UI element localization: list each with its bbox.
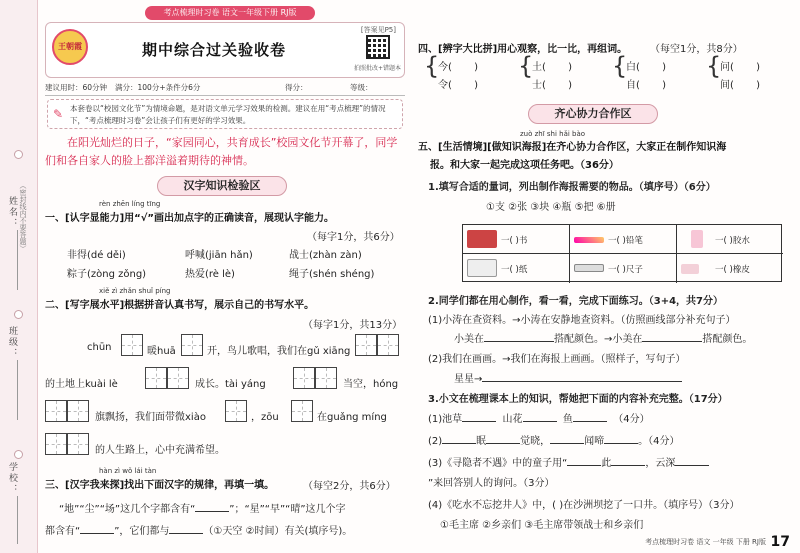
school-label: 学校： — [7, 462, 17, 495]
q1-item[interactable]: 绳子(shén shéng) — [289, 269, 375, 280]
footer-label: 考点梳理时习卷 语文 一年级 下册 RJ版 — [645, 538, 766, 546]
goods-paper — [463, 254, 570, 283]
q1-item[interactable]: 粽子(zòng zǒng) — [67, 269, 147, 280]
s3b-score: 。（4分） — [638, 436, 680, 447]
answer-blank[interactable] — [442, 434, 476, 444]
seal-note: （密封线内不要答题） — [19, 182, 27, 252]
q1-pinyin: rèn zhēn líng tīng — [99, 200, 161, 208]
goods-label[interactable]: 一( )铅笔 — [608, 236, 643, 246]
intro-text: 本套卷以“校园文化节”为情境命题，是对语文单元学习效果的检测。建议在用“考点梳理”的情况下，“考点梳理时习卷”会让孩子们有更好的学习效果。 — [70, 104, 386, 125]
q2-text: 的土地上kuài lè — [45, 379, 118, 390]
binding-hole — [14, 310, 23, 319]
binding-hole — [14, 450, 23, 459]
s3a-part: 山花 — [502, 414, 523, 425]
writing-box[interactable] — [315, 367, 337, 389]
q5-s2a: (1)小涛在查资料。→小涛在安静地查资料。（仿照画线部分补充句子） — [428, 315, 736, 326]
q2-text: 成长。tài yáng — [195, 379, 266, 390]
q2-text: 当空，hóng — [343, 379, 399, 390]
answer-blank[interactable] — [523, 412, 557, 422]
answer-blank[interactable] — [567, 456, 601, 466]
goods-pencil — [570, 225, 677, 254]
q2-pinyin: xiě zì zhǎn shuǐ píng — [99, 287, 171, 295]
section-banner-right: 齐心协力合作区 — [528, 104, 658, 124]
q4-pair[interactable]: 自( ) — [626, 80, 667, 91]
q4-pair[interactable]: 土( ) — [532, 62, 573, 73]
q5-s3a — [428, 410, 650, 425]
q3-line2: 都含有“ — [45, 526, 81, 537]
goods-book — [463, 225, 570, 254]
q3-line2c: （①天空 ②时间）有关(填序号)。 — [203, 526, 353, 537]
q3-line1: “地”“尘”“场”这几个字都含有“ — [59, 504, 196, 515]
q3-score: （每空2分，共6分） — [303, 481, 396, 492]
s2a-mid: 搭配颜色。→小美在 — [554, 334, 643, 345]
q5-s2a-line — [454, 330, 752, 345]
q3-line — [45, 522, 352, 537]
q5-pinyin: zuò zhī shi hǎi bào — [520, 130, 586, 138]
answer-blank[interactable] — [462, 412, 496, 422]
answer-blank[interactable] — [169, 524, 203, 534]
q5-s3d: (4)《吃水不忘挖井人》中，( )在沙洲坝挖了一口井。（填序号）（3分） — [428, 500, 740, 511]
s3c-part: ，云深 — [645, 458, 676, 469]
q4-pair[interactable]: 白( ) — [626, 62, 667, 73]
s2a-start: 小美在 — [454, 334, 484, 345]
binding-margin — [0, 0, 38, 553]
answer-blank[interactable] — [80, 524, 114, 534]
q2-score: （每字1分，共13分） — [303, 320, 403, 331]
s3c-part: 此 — [601, 458, 612, 469]
answer-tag: [答案见P5] — [360, 26, 396, 34]
q5-s3b — [428, 432, 680, 447]
class-label: 班级： — [7, 326, 17, 359]
intro-box — [47, 99, 403, 129]
writing-box[interactable] — [45, 433, 67, 455]
measure-options: ①支 ②张 ③块 ④瓶 ⑤把 ⑥册 — [486, 202, 616, 213]
answer-blank[interactable] — [573, 412, 607, 422]
ruler-icon — [574, 264, 604, 272]
q5-s2b-line — [454, 370, 682, 385]
q4-score: （每空1分，共8分） — [650, 44, 743, 55]
goods-glue — [677, 225, 783, 254]
q3-pinyin: hàn zì wǒ lái tàn — [99, 467, 157, 475]
s3c-part: (3)《寻隐者不遇》中的童子用“ — [428, 458, 568, 469]
s3b-part: (2) — [428, 436, 443, 447]
q3-line2b: ”，它们都与 — [114, 526, 170, 537]
answer-blank[interactable] — [482, 372, 682, 382]
q5-s3d-options[interactable]: ①毛主席 ②乡亲们 ③毛主席带领战士和乡亲们 — [440, 520, 644, 531]
q1-score: （每字1分，共6分） — [307, 232, 400, 243]
q4-pair[interactable]: 问( ) — [720, 62, 761, 73]
q2-text: 在guǎng míng — [317, 412, 387, 423]
writing-box[interactable] — [181, 334, 203, 356]
writing-box[interactable] — [225, 400, 247, 422]
brand-logo: 王朝霞 — [52, 29, 88, 65]
q5-s2: 2.同学们都在用心制作，看一看，完成下面练习。（3+4，共7分） — [428, 296, 724, 307]
q1-item[interactable]: 呼喊(jiān hǎn) — [185, 250, 253, 261]
writing-box[interactable] — [293, 367, 315, 389]
answer-blank[interactable] — [642, 332, 702, 342]
q5-title-line1: 五、[生活情境][做知识海报]在齐心协力合作区，大家正在制作知识海 — [418, 142, 727, 153]
q4-pair[interactable]: 令( ) — [438, 80, 479, 91]
goods-label[interactable]: 一( )胶水 — [715, 236, 750, 246]
qr-code-icon[interactable] — [366, 35, 390, 59]
divider — [45, 95, 405, 96]
answer-blank[interactable] — [550, 434, 584, 444]
q4-title: 四、[辨字大比拼]用心观察，比一比，再组词。 — [418, 44, 628, 55]
writing-box[interactable] — [121, 334, 143, 356]
brace-icon: { — [706, 52, 722, 80]
q4-pair[interactable]: 间( ) — [720, 80, 761, 91]
q1-item[interactable]: 热爱(rè lè) — [185, 269, 235, 280]
answer-blank[interactable] — [675, 456, 709, 466]
q2-pinyin-chun: chūn — [87, 342, 112, 353]
brace-icon: { — [518, 52, 534, 80]
s3b-part: 闻啼 — [584, 436, 605, 447]
writing-box[interactable] — [67, 400, 89, 422]
q2-text: 的人生路上，心中充满希望。 — [95, 445, 225, 456]
got-label: 得分： — [285, 83, 308, 92]
name-label: 姓名： — [7, 196, 17, 229]
goods-ruler — [570, 254, 677, 283]
q3-line1b: ”；“星”“早”“晴”这几个字 — [229, 504, 346, 515]
q1-item[interactable]: 非得(dé děi) — [67, 250, 126, 261]
q2-title: 二、[写字展水平]根据拼音认真书写，展示自己的书写水平。 — [45, 300, 315, 311]
q5-title-line2: 报。和大家一起完成这项任务吧。（36分） — [430, 160, 619, 171]
s3a-part: (1)池草 — [428, 414, 463, 425]
q5-s1: 1.填写合适的量词，列出制作海报需要的物品。（填序号）（6分） — [428, 182, 716, 193]
series-banner: 考点梳理时习卷 语文一年级下册 RJ版 — [145, 6, 315, 20]
q5-s3: 3.小文在梳理课本上的知识，帮她把下面的内容补充完整。（17分） — [428, 394, 728, 405]
answer-blank[interactable] — [484, 332, 554, 342]
right-column — [418, 28, 792, 550]
goods-label[interactable]: 一( )橡皮 — [715, 265, 750, 275]
grade-label: 等级： — [350, 83, 373, 92]
writing-box[interactable] — [145, 367, 167, 389]
brace-icon: { — [424, 52, 440, 80]
qr-caption: 拍照批改+错题本 — [353, 65, 401, 72]
q5-s2b: (2)我们在画画。→我们在海报上画画。（照样子，写句子） — [428, 354, 686, 365]
book-icon — [467, 230, 497, 248]
section-banner-left: 汉字知识检验区 — [157, 176, 287, 196]
answer-blank[interactable] — [195, 502, 229, 512]
q4-pair[interactable]: 士( ) — [532, 80, 573, 91]
bulb-icon: ✎ — [53, 107, 64, 121]
s2b-start: 星星→ — [454, 374, 483, 385]
q5-s3c-tail: ”来回答别人的询问。（3分） — [428, 478, 555, 489]
school-line[interactable] — [17, 496, 18, 544]
page-number: 17 — [770, 534, 790, 550]
q4-pair[interactable]: 今( ) — [438, 62, 479, 73]
pencil-icon — [574, 237, 604, 243]
s3b-part: 眠 — [476, 436, 487, 447]
eraser-icon — [681, 264, 699, 274]
writing-box[interactable] — [167, 367, 189, 389]
answer-blank[interactable] — [486, 434, 520, 444]
binding-hole — [14, 150, 23, 159]
q1-title: 一、[认字显能力]用“√”画出加点字的正确读音，展现认字能力。 — [45, 213, 334, 224]
goods-label[interactable]: 一( )纸 — [501, 265, 528, 275]
class-line[interactable] — [17, 360, 18, 420]
q2-text: ，zōu — [251, 412, 279, 423]
left-column — [45, 22, 410, 550]
writing-box[interactable] — [355, 334, 377, 356]
answer-blank[interactable] — [611, 456, 645, 466]
q3-line — [59, 500, 346, 515]
goods-eraser — [677, 254, 783, 283]
goods-label[interactable]: 一( )尺子 — [608, 265, 643, 275]
goods-table — [462, 224, 782, 282]
story-text: 在阳光灿烂的日子，“家园同心，共育成长”校园文化节开幕了，同学们和各自家人的脸上都洋溢着期待的神情。 — [45, 136, 398, 167]
paper-header — [45, 22, 405, 78]
s3a-part: 鱼 — [562, 414, 573, 425]
paper-icon — [467, 259, 497, 277]
writing-box[interactable] — [45, 400, 67, 422]
brace-icon: { — [612, 52, 628, 80]
time-label: 建议用时：60分钟 — [45, 83, 108, 92]
q2-text: 开，鸟儿歌唱，我们在gǔ xiāng — [207, 346, 351, 357]
answer-blank[interactable] — [604, 434, 638, 444]
exam-meta — [45, 82, 405, 94]
goods-label[interactable]: 一( )书 — [501, 236, 528, 246]
s3b-part: 觉晓， — [520, 436, 551, 447]
writing-box[interactable] — [377, 334, 399, 356]
writing-box[interactable] — [291, 400, 313, 422]
glue-icon — [691, 230, 703, 248]
writing-box[interactable] — [67, 433, 89, 455]
s3a-score: （4分） — [613, 414, 650, 425]
q5-s3c — [428, 454, 709, 469]
q1-item[interactable]: 战士(zhàn zàn) — [289, 250, 362, 261]
q3-title: 三、[汉字我来探]找出下面汉字的规律，再填一填。 — [45, 480, 275, 491]
q2-text: 旗飘扬，我们面带微xiào — [95, 412, 206, 423]
score-label: 满分：100分+条件分6分 — [115, 83, 201, 92]
q2-text: 暖huā — [147, 346, 176, 357]
paper-title: 期中综合过关验收卷 — [142, 41, 287, 59]
s2a-end: 搭配颜色。 — [702, 334, 753, 345]
